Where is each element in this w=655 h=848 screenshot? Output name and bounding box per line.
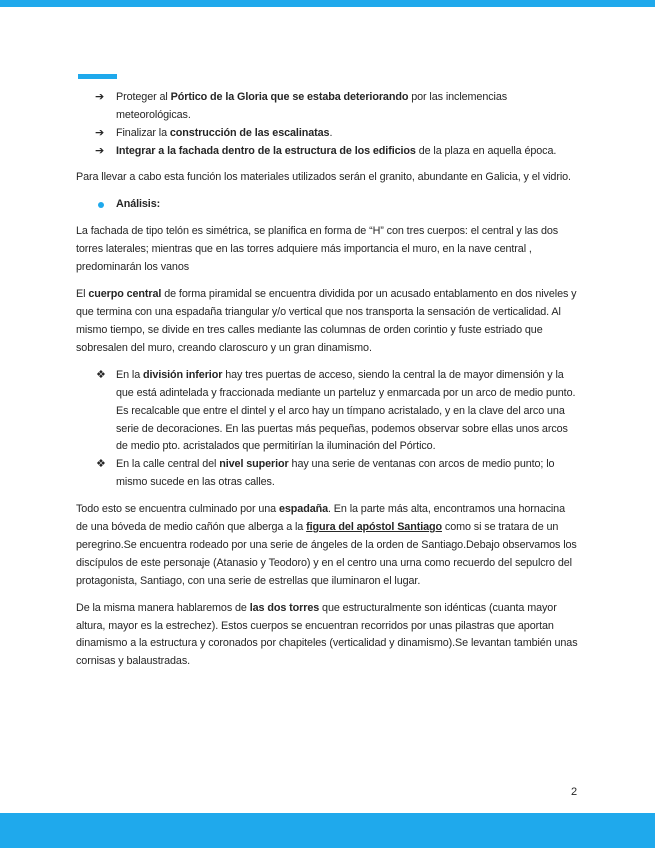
text: por las inclemencias meteorológicas.	[116, 91, 508, 121]
text: En la calle central del	[116, 458, 220, 471]
page-number: 2	[571, 786, 578, 798]
text: de la plaza en aquella época.	[415, 144, 557, 157]
paragraph-materials: Para llevar a cabo esta función los materiales utilizados serán el granito, abundante en Galicia, y el vidrio.	[76, 170, 571, 183]
bold-text: Integrar a la fachada dentro de la estructura de los edificios	[116, 144, 416, 157]
text: El	[76, 288, 89, 301]
analysis-label: Análisis:	[116, 197, 161, 210]
text: . En la parte más alta, encontramos una hornacina de una bóveda de medio cañón que alberga a la	[76, 503, 565, 534]
arrow-icon: ➔	[95, 126, 105, 139]
analysis-heading	[76, 196, 579, 214]
paragraph-facade: La fachada de tipo telón es simétrica, se planifica en forma de “H” con tres cuerpos: el central y las dos torres laterales; mientras que en las torres adquiere más importancia el muro, en la nave central , predominarán los vanos	[76, 225, 559, 274]
list-item	[76, 89, 579, 125]
text: Proteger al	[116, 91, 171, 103]
text: .	[329, 126, 333, 139]
list-item	[76, 367, 579, 457]
bold-text: cuerpo central	[88, 288, 162, 301]
list-item	[76, 143, 579, 161]
text: que estructuralmente son idénticas (cuanta mayor altura, mayor es la estrechez). Estos cuerpos se encuentran recorridos por unas pilastras que aportan dinamismo a la estructura y coronados por chapiteles (verticalidad y dinamismo).Se levantan también unas cornisas y balaustradas.	[76, 601, 578, 668]
text: hay tres puertas de acceso, siendo la central la de mayor dimensión y la que está adintelada y fraccionada mediante un parteluz y enmarcada por un arco de medio punto. Es recalcable que entre el dintel y el arco hay un tímpano acristalado, y en la clave del arco una serie de decoraciones. En las puertas más pequeñas, podemos observar sobre ellas unos arcos de medio pto. acristalados que permitirían la iluminación del Pórtico.	[116, 368, 576, 453]
arrow-icon: ➔	[95, 91, 105, 103]
list-item	[76, 125, 579, 143]
arrow-icon: ➔	[95, 144, 105, 157]
paragraph-central-body	[76, 286, 579, 358]
bold-text: nivel superior	[219, 458, 289, 471]
top-accent-bar	[0, 0, 655, 7]
text: de forma piramidal se encuentra dividida por un acusado entablamento en dos niveles y que termina con una espadaña triangular y/o vertical que nos transporta la sensación de verticalidad. Al mismo tiempo, se divide en tres calles mediante las columnas de orden corintio y fuste estriado que sobresalen del muro, creando claroscuro y un gran dinamismo.	[76, 288, 577, 354]
diamond-icon: ❖	[96, 368, 106, 381]
bold-text: construcción de las escalinatas	[169, 126, 330, 139]
bottom-accent-bar	[0, 813, 655, 848]
bold-text: división inferior	[143, 368, 223, 381]
bullet-dot-icon	[98, 202, 104, 208]
text: hay una serie de ventanas con arcos de medio punto; lo mismo sucede en las otras calles.	[116, 458, 555, 489]
text: En la	[116, 368, 144, 381]
divisions-list	[76, 367, 579, 492]
text: Finalizar la	[116, 126, 170, 139]
diamond-icon: ❖	[96, 458, 106, 471]
bold-text: Pórtico de la Gloria que se estaba deteriorando	[170, 91, 409, 103]
underlined-bold-text: figura del apóstol Santiago	[306, 521, 442, 534]
paragraph-torres	[76, 600, 579, 672]
text: De la misma manera hablaremos de	[76, 601, 250, 614]
text: como si se tratara de un peregrino.Se encuentra rodeado por una serie de ángeles de la orden de Santiago.Debajo observamos los discípulos de este personaje (Atanasio y Teodoro) y en el centro una urna como recuerdo del sepulcro del protagonista, Santiago, con una serie de estrellas que iluminaron el lugar.	[76, 521, 577, 587]
text: Todo esto se encuentra culminado por una	[76, 503, 279, 516]
list-item	[76, 456, 579, 492]
bold-text: las dos torres	[249, 601, 320, 614]
bold-text: espadaña	[278, 503, 328, 516]
objectives-list	[76, 89, 579, 161]
header-accent-line	[78, 74, 117, 79]
paragraph-espadana	[76, 501, 579, 591]
document-body	[76, 89, 579, 680]
